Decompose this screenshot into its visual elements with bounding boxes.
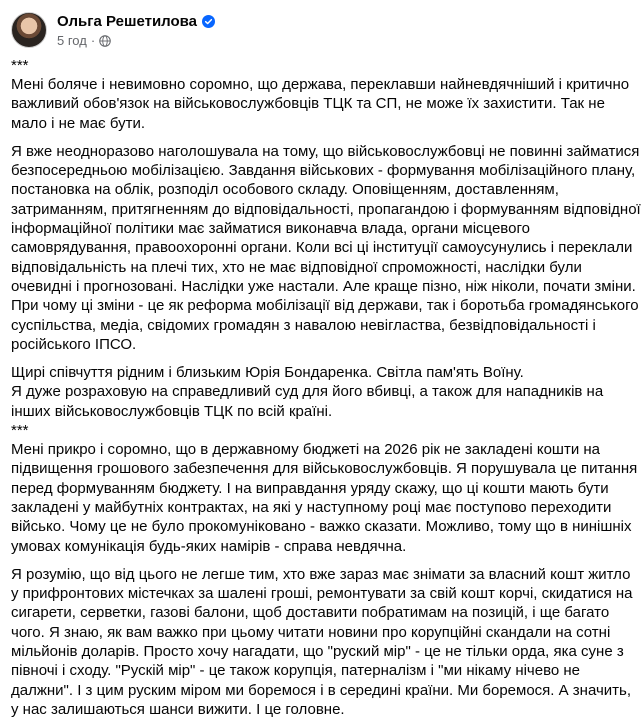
post-paragraph: Я розумію, що від цього не легше тим, хто вже зараз має знімати за власний кошт житло у прифронтових містечках за шалені гроші, ремонтувати за свій кошт корчі, скидатися на сигарети, серветки, газові балони, щоб доставити побратимам на позицій, і ще багато чого. Я знаю, як вам важко при цьому читати новини про корупційні скандали на сотні мільйонів доларів. Просто хочу нагадати, що "руский мір" - це не тільки орда, яка суне з півночі і сходу. "Рускій мір" - це також корупція, патерналізм і "ми нікаму нічево не далжни". І з цим руским міром ми боремося і в середині країни. Ми боремося. А значить, у нас залишаються шанси вижити. І це головне. — [11, 565, 633, 718]
post-paragraph: Щирі співчуття рідним і близьким Юрія Бондаренка. Світла пам'ять Воїну. — [11, 364, 524, 382]
post-paragraph: Мені прикро і соромно, що в державному бюджеті на 2026 рік не закладені кошти на підвищення грошового забезпечення для військовослужбовців. Я порушувала це питання перед формуванням бюджету. І на виправдання уряду скажу, що ці кошти мають бути закладені у майбутніх контрактах, на які у наступному році має поступово переходити військо. Чому це не було прокомуніковано - важко сказати. Можливо, тому що в нинішніх умовах комунікація будь-яких намірів - справа невдячна. — [11, 441, 638, 555]
author-avatar[interactable] — [11, 12, 47, 48]
author-meta — [57, 12, 215, 48]
post-sub-row — [57, 33, 215, 48]
verified-badge-icon — [202, 15, 215, 28]
author-name-row — [57, 12, 215, 31]
author-name[interactable]: Ольга Решетилова — [57, 13, 198, 30]
post-paragraph: Я вже неодноразово наголошувала на тому, що військовослужбовці не повинні займатися безпосередньою мобілізацією. Завдання військових - формування мобілізаційного плану, постановка на облік, розподіл особового складу. Оповіщенням, доставленням, затриманням, притягненням до відповідальності, пропагандою і формуванням відповідної інформаційної політики має займатися виконавча влада, органи місцевого самоврядування, правоохоронні органи. Коли всі ці інституції самоусунулись і переклали відповідальність на плечі тих, хто не має відповідної спроможності, наслідки були очевидні і прогнозовані. Наслідки уже настали. Але краще пізно, ніж ніколи, почати зміни. При чому ці зміни - це як реформа мобілізації від держави, так і боротьба громадянського суспільства, медіа, свідомих громадян з навалою невігластва, безвідповідальності і російського ІПСО. — [11, 142, 641, 353]
section-separator: *** — [11, 57, 29, 74]
post-header — [11, 10, 215, 50]
post-paragraph: Мені боляче і невимовно соромно, що держава, переклавши найневдячніший і критично важливий обов'язок на військовослужбовців ТЦК та СП, не може їх захистити. Так не мало і не має бути. — [11, 76, 630, 132]
section-separator: *** — [11, 422, 29, 440]
meta-separator: · — [90, 33, 96, 48]
post-body — [11, 56, 642, 728]
post-timestamp[interactable]: 5 год — [57, 33, 87, 48]
globe-icon[interactable] — [99, 35, 111, 47]
post-paragraph: Я дуже розраховую на справедливий суд для його вбивці, а також для нападників на інших військовослужбовців ТЦК по всій країні. — [11, 383, 604, 420]
